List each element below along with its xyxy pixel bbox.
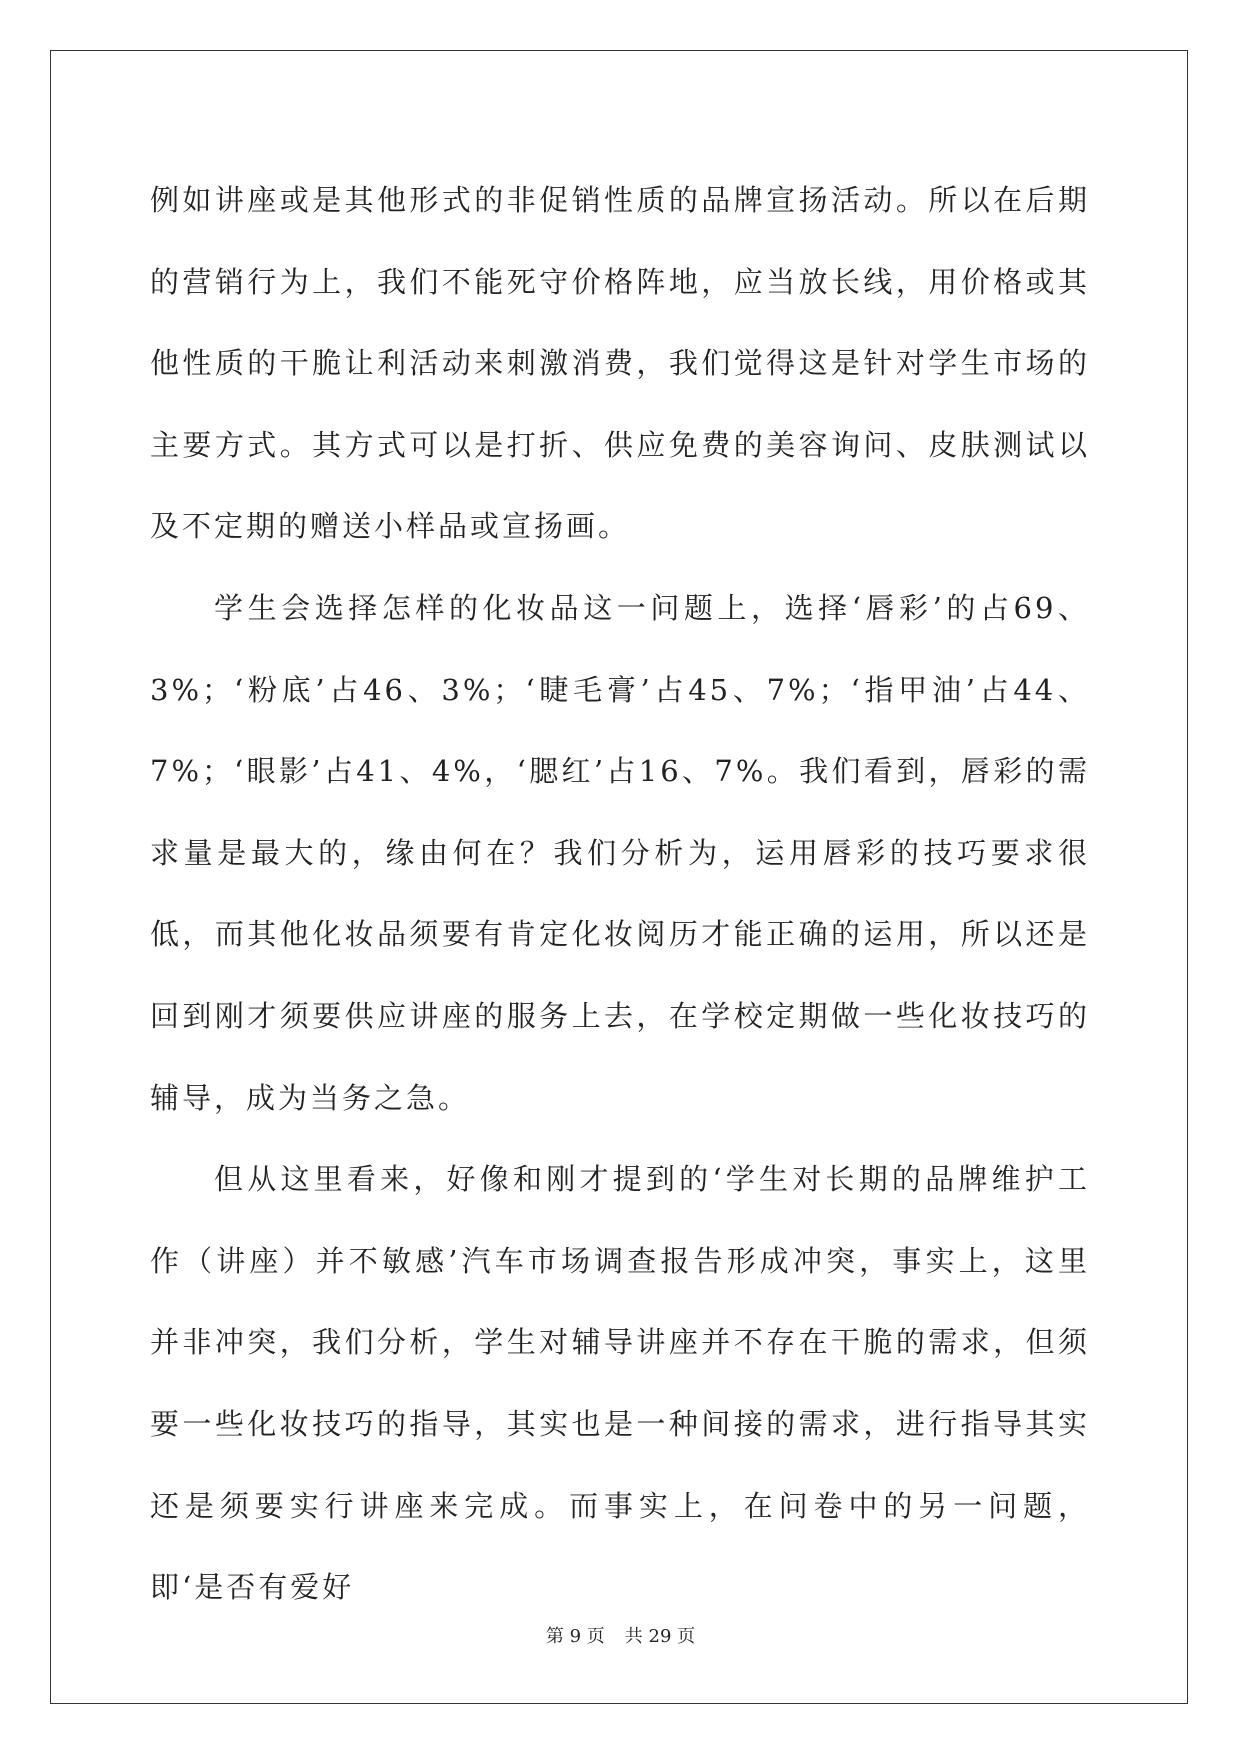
page-footer xyxy=(0,1622,1241,1648)
paragraph: 例如讲座或是其他形式的非促销性质的品牌宣扬活动。所以在后期的营销行为上，我们不能死守价格阵地，应当放长线，用价格或其他性质的干脆让利活动来刺激消费，我们觉得这是针对学生市场的主要方式。其方式可以是打折、供应免费的美容询问、皮肤测试以及不定期的赠送小样品或宣扬画。 xyxy=(150,183,1090,544)
paragraph: 但从这里看来，好像和刚才提到的‘学生对长期的品牌维护工作（讲座）并不敏感’汽车市场调查报告形成冲突，事实上，这里并非冲突，我们分析，学生对辅导讲座并不存在干脆的需求，但须要一些化妆技巧的指导，其实也是一种间接的需求，进行指导其实还是须要实行讲座来完成。而事实上，在问卷中的另一问题，即‘是否有爱好 xyxy=(150,1162,1090,1605)
page-total: 共 29 页 xyxy=(624,1626,696,1647)
paragraph: 学生会选择怎样的化妆品这一问题上，选择‘唇彩’的占69、3%；‘粉底’占46、3%；‘睫毛膏’占45、7%；‘指甲油’占44、7%；‘眼影’占41、4%，‘腮红’占16、7%。我们看到，唇彩的需求量是最大的，缘由何在？我们分析为，运用唇彩的技巧要求很低，而其他化妆品须要有肯定化妆阅历才能正确的运用，所以还是回到刚才须要供应讲座的服务上去，在学校定期做一些化妆技巧的辅导，成为当务之急。 xyxy=(150,590,1090,1115)
page-number: 第 9 页 xyxy=(545,1626,605,1647)
document-body xyxy=(150,160,1090,1629)
